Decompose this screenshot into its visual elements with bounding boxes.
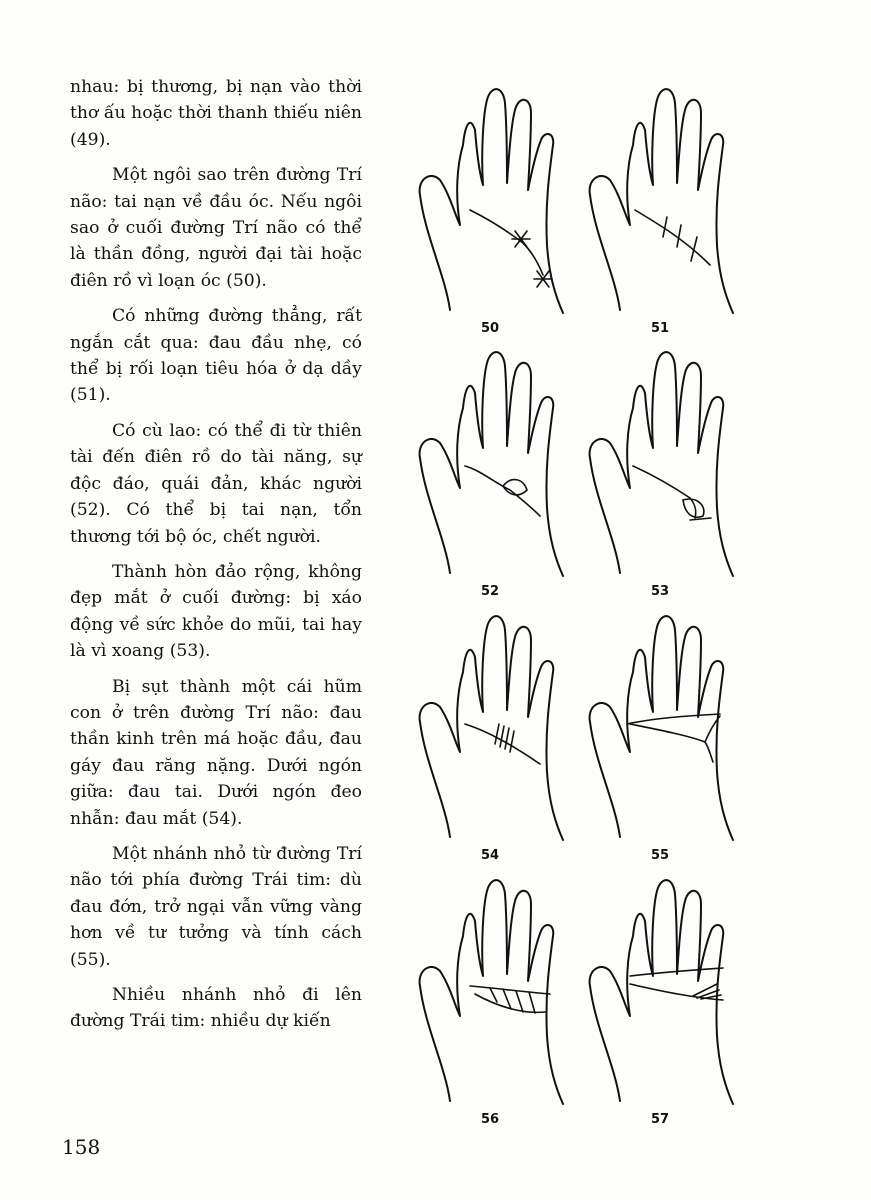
figure-number: 50 xyxy=(481,321,500,336)
paragraph: Có những đường thẳng, rất ngắn cắt qua: đau đầu nhẹ, có thể bị rối loạn tiêu hóa ở dạ dầy (51). xyxy=(70,306,362,406)
body-text xyxy=(70,74,362,1044)
figure-number: 51 xyxy=(651,321,670,336)
palm-diagram-56 xyxy=(415,876,605,1126)
palm-diagram-53 xyxy=(585,348,775,598)
palm-diagram-57 xyxy=(585,876,775,1126)
figure-number: 52 xyxy=(481,584,500,599)
paragraph: Bị sụt thành một cái hũm con ở trên đường Trí não: đau thần kinh trên má hoặc đầu, đau gáy đau răng nặng. Dưới ngón giữa: đau tai. Dưới ngón đeo nhẫn: đau mắt (54). xyxy=(70,676,362,829)
paragraph: Có cù lao: có thể đi từ thiên tài đến điên rồ do tài năng, sự độc đáo, quái đản, khác người (52). Có thể bị tai nạn, tổn thương tới bộ óc, chết người. xyxy=(70,420,362,547)
paragraph: Một ngôi sao trên đường Trí não: tai nạn về đầu óc. Nếu ngôi sao ở cuối đường Trí não có thể là thần đồng, người đại tài hoặc điên rồ vì loạn óc (50). xyxy=(70,165,362,291)
paragraph: Một nhánh nhỏ từ đường Trí não tới phía đường Trái tim: dù đau đớn, trở ngại vẫn vững vàng hơn về tư tưởng và tính cách (55). xyxy=(70,843,362,970)
figure-number: 53 xyxy=(651,584,670,599)
palm-diagram-50 xyxy=(415,85,605,335)
paragraph: Thành hòn đảo rộng, không đẹp mắt ở cuối đường: bị xáo động về sức khỏe do mũi, tai hay là vì xoang (53). xyxy=(70,561,362,662)
figure-number: 56 xyxy=(481,1112,500,1127)
palm-figures xyxy=(400,80,860,1127)
palm-diagram-52 xyxy=(415,348,605,598)
paragraph: nhau: bị thương, bị nạn vào thời thơ ấu hoặc thời thanh thiếu niên (49). xyxy=(70,77,362,150)
palm-diagram-54 xyxy=(415,612,605,862)
figure-number: 57 xyxy=(651,1112,670,1127)
page-number: 158 xyxy=(62,1135,101,1159)
figure-number: 55 xyxy=(651,848,670,863)
figure-number: 54 xyxy=(481,848,500,863)
palm-diagram-51 xyxy=(585,85,775,335)
paragraph: Nhiều nhánh nhỏ đi lên đường Trái tim: nhiều dự kiến xyxy=(70,985,362,1032)
palm-diagram-55 xyxy=(585,612,775,862)
